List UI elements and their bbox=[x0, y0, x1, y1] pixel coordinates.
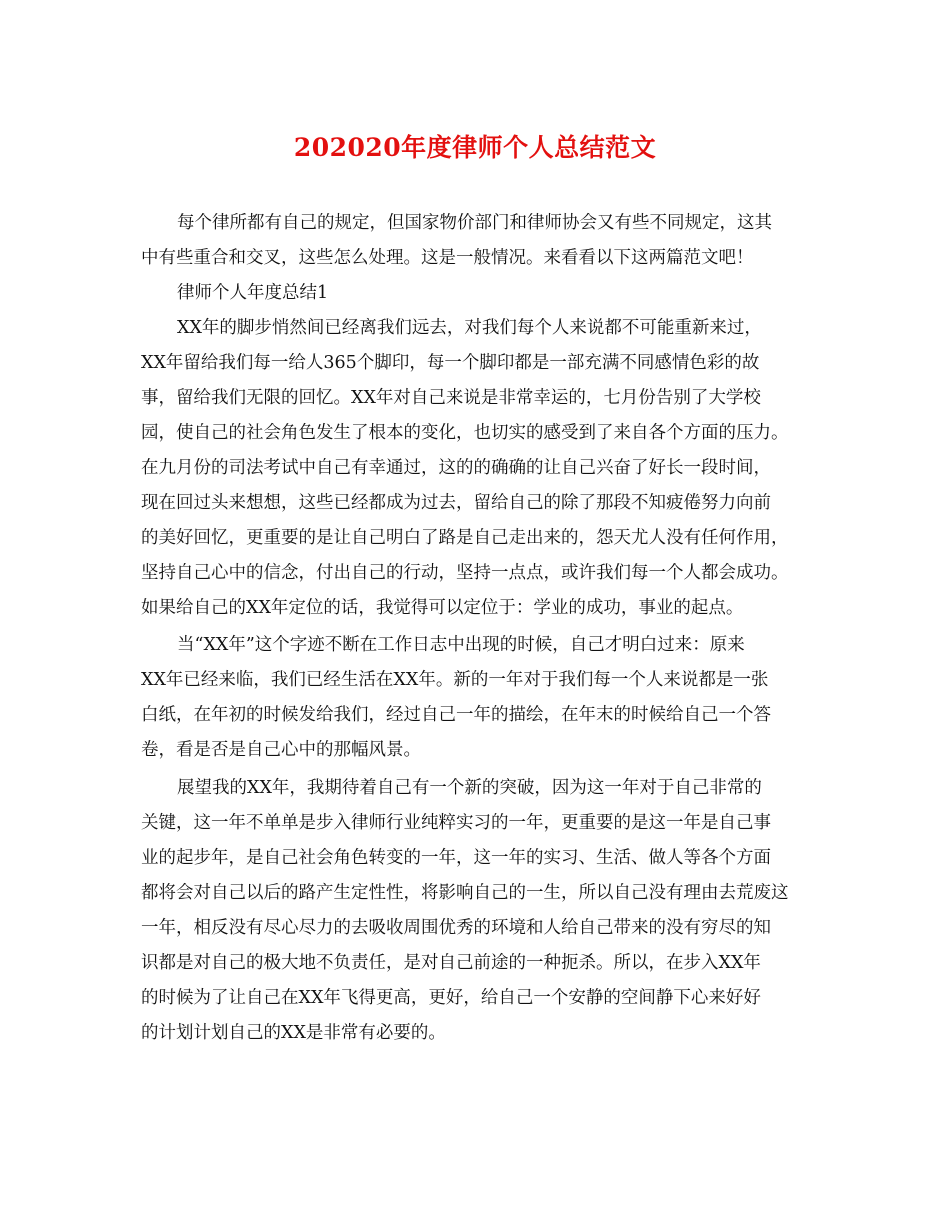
body-line: XX年留给我们每一给人365个脚印，每一个脚印都是一部充满不同感情色彩的故 bbox=[141, 353, 760, 373]
body-line: 现在回过头来想想，这些已经都成为过去，留给自己的除了那段不知疲倦努力向前 bbox=[141, 493, 771, 513]
body-line: 展望我的XX年，我期待着自己有一个新的突破，因为这一年对于自己非常的 bbox=[177, 778, 762, 798]
body-line: 的计划计划自己的XX是非常有必要的。 bbox=[141, 1023, 446, 1043]
body-line: 关键，这一年不单单是步入律师行业纯粹实习的一年，更重要的是这一年是自己事 bbox=[141, 813, 771, 833]
body-line: 坚持自己心中的信念，付出自己的行动，坚持一点点，或许我们每一个人都会成功。 bbox=[141, 563, 789, 583]
section-heading: 律师个人年度总结1 bbox=[177, 283, 329, 303]
body-line: 每个律所都有自己的规定，但国家物价部门和律师协会又有些不同规定，这其 bbox=[177, 213, 772, 233]
body-line: XX年已经来临，我们已经生活在XX年。新的一年对于我们每一个人来说都是一张 bbox=[141, 670, 769, 690]
body-line: 一年，相反没有尽心尽力的去吸收周围优秀的环境和人给自己带来的没有穷尽的知 bbox=[141, 918, 771, 938]
body-line: 卷，看是否是自己心中的那幅风景。 bbox=[141, 740, 421, 760]
body-line: 中有些重合和交叉，这些怎么处理。这是一般情况。来看看以下这两篇范文吧！ bbox=[141, 248, 754, 268]
body-line: 的美好回忆，更重要的是让自己明白了路是自己走出来的，怨天尤人没有任何作用， bbox=[141, 528, 789, 548]
body-line: 在九月份的司法考试中自己有幸通过，这的的确确的让自己兴奋了好长一段时间， bbox=[141, 458, 771, 478]
body-line: 的时候为了让自己在XX年飞得更高，更好，给自己一个安静的空间静下心来好好 bbox=[141, 988, 761, 1008]
body-line: 园，使自己的社会角色发生了根本的变化，也切实的感受到了来自各个方面的压力。 bbox=[141, 423, 789, 443]
document-title: 202020年度律师个人总结范文 bbox=[293, 133, 657, 162]
body-line: 业的起步年，是自己社会角色转变的一年，这一年的实习、生活、做人等各个方面 bbox=[141, 848, 771, 868]
body-line: 都将会对自己以后的路产生定性性，将影响自己的一生，所以自己没有理由去荒废这 bbox=[141, 883, 789, 903]
body-line: 如果给自己的XX年定位的话，我觉得可以定位于：学业的成功，事业的起点。 bbox=[141, 598, 744, 618]
body-line: 识都是对自己的极大地不负责任，是对自己前途的一种扼杀。所以，在步入XX年 bbox=[141, 953, 761, 973]
body-line: 当“XX年”这个字迹不断在工作日志中出现的时候，自己才明白过来：原来 bbox=[177, 635, 745, 655]
body-line: 事，留给我们无限的回忆。XX年对自己来说是非常幸运的，七月份告别了大学校 bbox=[141, 388, 761, 408]
body-line: 白纸，在年初的时候发给我们，经过自己一年的描绘，在年末的时候给自己一个答 bbox=[141, 705, 771, 725]
body-line: XX年的脚步悄然间已经离我们远去，对我们每个人来说都不可能重新来过， bbox=[177, 318, 762, 338]
